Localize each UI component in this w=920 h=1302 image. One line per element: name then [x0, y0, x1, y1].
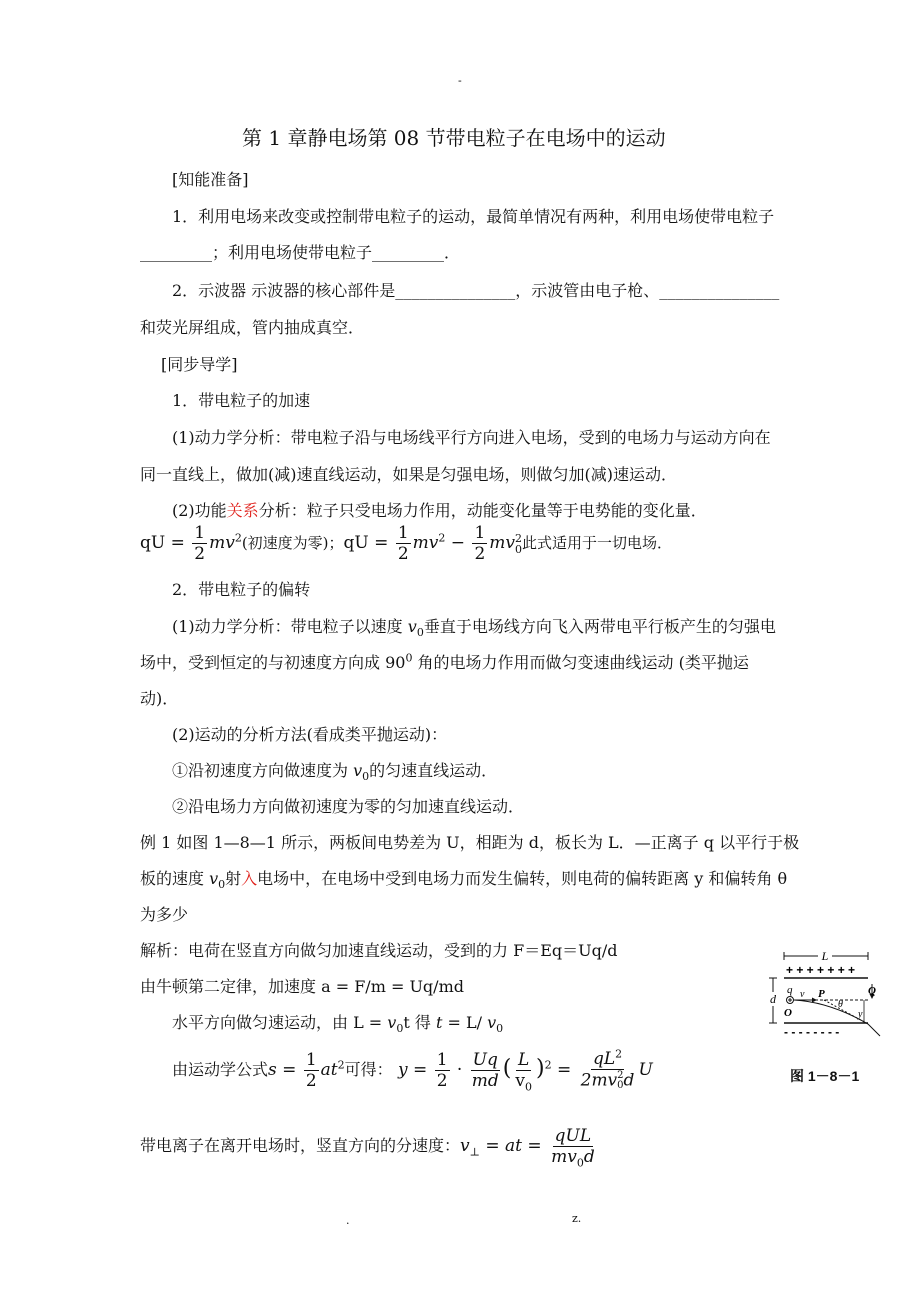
- fraction-half-3: [472, 524, 487, 563]
- fraction-numerator: 1: [397, 523, 409, 543]
- sol-3-mid: t 得: [403, 1013, 436, 1032]
- fraction-uq-md: [470, 1051, 501, 1090]
- offset-label: y: [858, 1009, 863, 1020]
- guide-2-1b-prefix: 场中，受到恒定的与初速度方向成 90: [140, 653, 406, 672]
- fraction-half-2: [435, 1051, 450, 1090]
- origin-label: O: [784, 1007, 792, 1019]
- prep-item-2-line-2: 和荧光屏组成，管内抽成真空．: [140, 318, 365, 337]
- footer-left-mark: .: [346, 1214, 350, 1227]
- equals: =: [407, 1060, 433, 1080]
- v0-subscript: 0: [416, 626, 424, 640]
- s-symbol: s: [268, 1060, 277, 1080]
- fraction-l-v0: [513, 1050, 534, 1094]
- square-exponent-2: 2: [544, 1058, 552, 1072]
- fraction-result: [579, 1047, 637, 1091]
- method-step-2: [172, 797, 524, 817]
- fraction-denominator: 2: [474, 544, 486, 564]
- velocity-arrowhead: [812, 998, 817, 1003]
- example-line-2: [140, 869, 788, 892]
- sol-3-suffix: = L/: [442, 1013, 488, 1032]
- v0-symbol: v: [487, 1013, 497, 1032]
- equals: =: [479, 1136, 506, 1156]
- fraction-numerator: Uq: [472, 1050, 498, 1070]
- fraction-denominator: 2: [397, 544, 409, 564]
- solution-line-2: 由牛顿第二定律，加速度 a = F/m = Uq/md: [140, 977, 464, 996]
- mv-term-2: mv: [412, 533, 439, 553]
- example-line-3: 为多少: [140, 905, 189, 924]
- square-exponent: 2: [615, 1047, 623, 1061]
- fraction-numerator: [591, 1047, 624, 1070]
- v-symbol: v: [460, 1136, 470, 1156]
- perp-subscript: ⊥: [469, 1145, 480, 1159]
- step-1-suffix: 的匀速直线运动．: [369, 761, 498, 780]
- guide-2-1-suffix: 垂直于电场线方向飞入两带电平行板产生的匀强电: [423, 617, 776, 636]
- sol-3-prefix: 水平方向做匀速运动，由 L =: [172, 1013, 388, 1032]
- formula-note: (初速度为零)；: [241, 534, 344, 552]
- negative-plate-charges: - - - - - - - -: [784, 1025, 840, 1039]
- paren-open: (: [502, 1056, 512, 1081]
- d-term: d: [623, 1070, 635, 1091]
- method-step-1: [172, 761, 498, 784]
- formula-deflection: [172, 1047, 653, 1094]
- angle-label: θ: [838, 999, 843, 1010]
- positive-plate-charges: + + + + + + +: [786, 963, 856, 977]
- formula-energy: [140, 524, 672, 563]
- example-2-highlight: 入: [241, 869, 258, 888]
- mv-term: mv: [209, 533, 235, 553]
- fraction-denominator: [579, 1070, 637, 1091]
- prep-item-1-line-1: 1．利用电场来改变或控制带电粒子的运动，最简单情况有两种，利用电场使带电粒子: [172, 207, 775, 226]
- prep-item-1-line-2: _________；利用电场使带电粒子_________．: [140, 243, 461, 262]
- circled-one-icon: ①: [172, 761, 189, 780]
- v0-subscript: 0: [576, 1156, 584, 1170]
- formula-lhs: qU =: [140, 533, 191, 553]
- fraction-numerator: 1: [305, 1050, 317, 1070]
- solution-line-3: [172, 1013, 504, 1036]
- guide-1-2-highlight: 关系: [226, 501, 259, 520]
- fraction-qul: [549, 1126, 597, 1170]
- page-title: 第 1 章静电场第 08 节带电粒子在电场中的运动: [242, 126, 666, 150]
- section-prep-heading: [知能准备]: [172, 170, 249, 189]
- gap-label: d: [770, 992, 776, 1006]
- example-2-mid: 射: [225, 869, 242, 888]
- fraction-denominator: [513, 1071, 534, 1094]
- mv0-subscript: 0: [617, 1080, 624, 1091]
- fraction-denominator: 2: [436, 1071, 448, 1091]
- point-p-label: P: [818, 988, 825, 1000]
- length-label: L: [821, 949, 829, 963]
- formula-lhs-2: qU =: [343, 533, 394, 553]
- mv-term: mv: [551, 1147, 577, 1167]
- guide-1-2-prefix: (2)功能: [172, 501, 227, 520]
- guide-item-1: 1．带电粒子的加速: [172, 391, 311, 410]
- dot-operator: ·: [451, 1060, 468, 1080]
- solution-line-1: 解析：电荷在竖直方向做匀加速直线运动，受到的力 F＝Eq＝Uq/d: [140, 941, 618, 960]
- formula-vertical-velocity: [140, 1126, 599, 1170]
- v0-symbol: v: [387, 1013, 397, 1032]
- sol-4-mid: 可得：: [344, 1060, 393, 1079]
- fraction-numerator: 1: [436, 1050, 448, 1070]
- y-symbol: y: [398, 1060, 408, 1080]
- guide-2-1b-suffix: 角的电场力作用而做匀变速曲线运动 (类平抛运: [412, 653, 749, 672]
- guide-2-1-prefix: (1)动力学分析：带电粒子以速度: [172, 617, 408, 636]
- point-q-label: Q: [868, 985, 876, 997]
- u-symbol: U: [638, 1060, 653, 1080]
- fraction-numerator: 1: [194, 523, 206, 543]
- charge-label: q: [787, 984, 793, 996]
- at-term: at: [505, 1136, 523, 1156]
- equals: =: [276, 1060, 302, 1080]
- mv0-exponent: 2: [515, 531, 522, 545]
- header-mark: -: [458, 74, 462, 87]
- prep-item-2-line-1: 2．示波器 示波器的核心部件是_______________，示波管由电子枪、_______________: [172, 281, 780, 300]
- example-2-suffix: 电场中，在电场中受到电场力而发生偏转，则电荷的偏转距离 y 和偏转角 θ: [257, 869, 788, 888]
- equals: =: [522, 1136, 548, 1156]
- section-guide-heading: [同步导学]: [161, 355, 238, 374]
- at-term: at: [320, 1060, 338, 1080]
- guide-2-1-line-1: [172, 617, 776, 640]
- degree-superscript: 0: [405, 651, 413, 665]
- mv0-subscript: 0: [515, 542, 522, 556]
- v0-symbol: v: [407, 617, 417, 636]
- fraction-numerator: L: [518, 1050, 530, 1070]
- square-exponent-2: 2: [438, 531, 446, 545]
- fraction-half: [192, 524, 207, 563]
- sol-4-prefix: 由运动学公式: [172, 1060, 269, 1079]
- circled-two-icon: ②: [172, 797, 189, 816]
- v0-subscript: 0: [524, 1080, 532, 1094]
- fraction-denominator: [549, 1147, 597, 1170]
- square-exponent: 2: [337, 1058, 345, 1072]
- formula-tail: 此式适用于一切电场．: [522, 534, 673, 552]
- v0-symbol: v: [515, 1071, 525, 1091]
- fraction-half-2: [396, 524, 411, 563]
- mv0-exponent: 2: [617, 1070, 624, 1081]
- guide-item-2: 2．带电粒子的偏转: [172, 580, 311, 599]
- ql-term: qL: [592, 1049, 616, 1069]
- d-term: d: [583, 1147, 595, 1167]
- footer-right-mark: z.: [572, 1212, 582, 1225]
- velocity-label: v: [800, 989, 805, 1000]
- sol-5-prefix: 带电离子在离开电场时，竖直方向的分速度：: [140, 1136, 461, 1155]
- v0-symbol: v: [209, 869, 219, 888]
- minus-sign: −: [445, 533, 471, 553]
- step-2-text: 沿电场力方向做初速度为零的匀加速直线运动．: [188, 797, 525, 816]
- figure-deflection-diagram: [760, 944, 884, 1044]
- guide-1-1-line-1: (1)动力学分析：带电粒子沿与电场线平行方向进入电场，受到的电场力与运动方向在: [172, 428, 771, 447]
- fraction-numerator: qUL: [554, 1126, 592, 1146]
- equals: =: [551, 1060, 577, 1080]
- square-exponent: 2: [234, 531, 242, 545]
- step-1-prefix: 沿初速度方向做速度为: [188, 761, 354, 780]
- v0-subscript: 0: [396, 1022, 404, 1036]
- example-2-prefix: 板的速度: [140, 869, 210, 888]
- fraction-denominator: 2: [194, 544, 206, 564]
- v0-subscript: 0: [362, 770, 370, 784]
- example-line-1: 例 1 如图 1—8—1 所示，两板间电势差为 U，相距为 d，板长为 L．—正离子 q 以平行于极: [140, 833, 800, 852]
- guide-2-1-line-2: [140, 653, 749, 673]
- v0-symbol: v: [353, 761, 363, 780]
- mv-term: 2mv: [580, 1070, 618, 1091]
- figure-caption: 图 1－8－1: [790, 1068, 860, 1084]
- guide-1-2-suffix: 分析：粒子只受电场力作用，动能变化量等于电势能的变化量．: [258, 501, 707, 520]
- fraction-denominator: md: [471, 1071, 499, 1091]
- paren-close: ): [535, 1056, 545, 1081]
- t-symbol: t: [435, 1013, 443, 1032]
- fraction-numerator: 1: [474, 523, 486, 543]
- mv0-term: mv: [489, 533, 515, 553]
- v0-subscript: 0: [496, 1022, 504, 1036]
- v0-subscript: 0: [218, 878, 226, 892]
- guide-1-2: [172, 501, 707, 521]
- guide-2-1-line-3: 动)．: [140, 689, 179, 708]
- guide-1-1-line-2: 同一直线上，做加(减)速直线运动，如果是匀强电场，则做匀加(减)速运动．: [140, 465, 677, 484]
- fraction-half: [304, 1051, 319, 1090]
- fraction-denominator: 2: [305, 1071, 317, 1091]
- guide-2-2: (2)运动的分析方法(看成类平抛运动)：: [172, 725, 448, 744]
